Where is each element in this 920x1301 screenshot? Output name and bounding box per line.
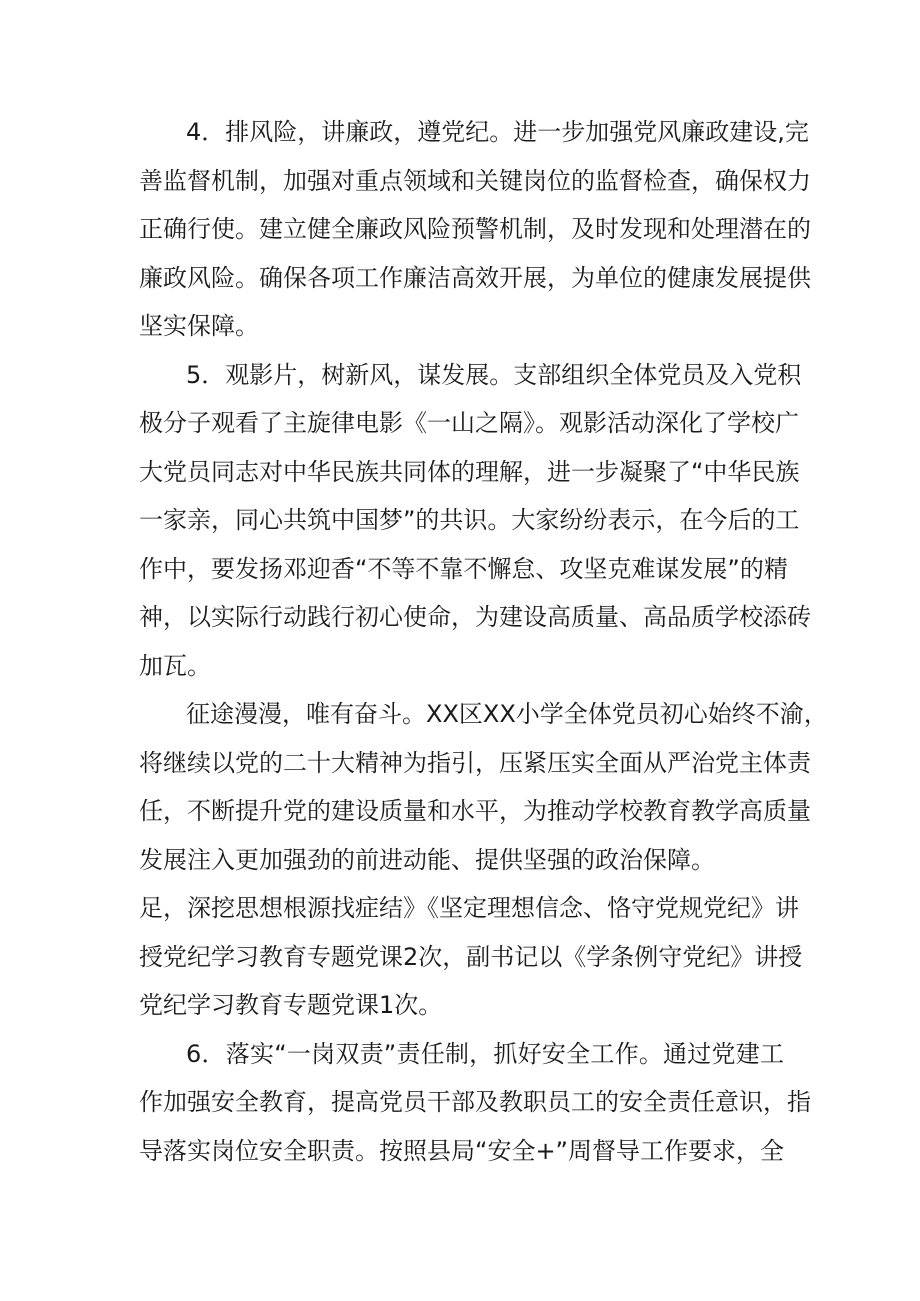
text-line: 发展注入更加强劲的前进动能、提供坚强的政治保障。 xyxy=(139,846,715,874)
text-line: 党纪学习教育专题党课1次。 xyxy=(139,991,443,1019)
text-line: 廉政风险。确保各项工作廉洁高效开展，为单位的健康发展提供 xyxy=(139,264,811,292)
text-line: 神，以实际行动践行初心使命，为建设高质量、高品质学校添砖 xyxy=(139,603,811,631)
text-line: 作中，要发扬邓迎香“不等不靠不懈怠、攻坚克难谋发展”的精 xyxy=(139,555,788,583)
text-line: 授党纪学习教育专题党课2次，副书记以《学条例守党纪》讲授 xyxy=(139,943,803,971)
text-line: 征途漫漫，唯有奋斗。XX区XX小学全体党员初心始终不渝， xyxy=(186,700,828,728)
text-line: 将继续以党的二十大精神为指引，压紧压实全面从严治党主体责 xyxy=(139,749,811,777)
text-line: 任，不断提升党的建设质量和水平，为推动学校教育教学高质量 xyxy=(139,797,811,825)
text-line: 加瓦。 xyxy=(139,652,211,680)
text-line: 正确行使。建立健全廉政风险预警机制，及时发现和处理潜在的 xyxy=(139,215,811,243)
text-line: 6．落实“一岗双责”责任制，抓好安全工作。通过党建工 xyxy=(186,1040,784,1068)
text-line: 一家亲，同心共筑中国梦”的共识。大家纷纷表示，在今后的工 xyxy=(139,506,800,534)
text-line: 导落实岗位安全职责。按照县局“安全+”周督导工作要求，全 xyxy=(139,1137,784,1165)
text-line: 足，深挖思想根源找症结》《坚定理想信念、恪守党规党纪》讲 xyxy=(139,894,799,922)
text-line: 大党员同志对中华民族共同体的理解，进一步凝聚了“中华民族 xyxy=(139,458,800,486)
text-line: 4．排风险，讲廉政，遵党纪。进一步加强党风廉政建设,完 xyxy=(186,118,809,146)
text-line: 坚实保障。 xyxy=(139,312,259,340)
text-line: 善监督机制，加强对重点领域和关键岗位的监督检查，确保权力 xyxy=(139,167,811,195)
text-line: 极分子观看了主旋律电影《一山之隔》。观影活动深化了学校广 xyxy=(139,409,799,437)
text-line: 5．观影片，树新风，谋发展。支部组织全体党员及入党积 xyxy=(186,361,802,389)
text-line: 作加强安全教育，提高党员干部及教职员工的安全责任意识，指 xyxy=(139,1088,811,1116)
